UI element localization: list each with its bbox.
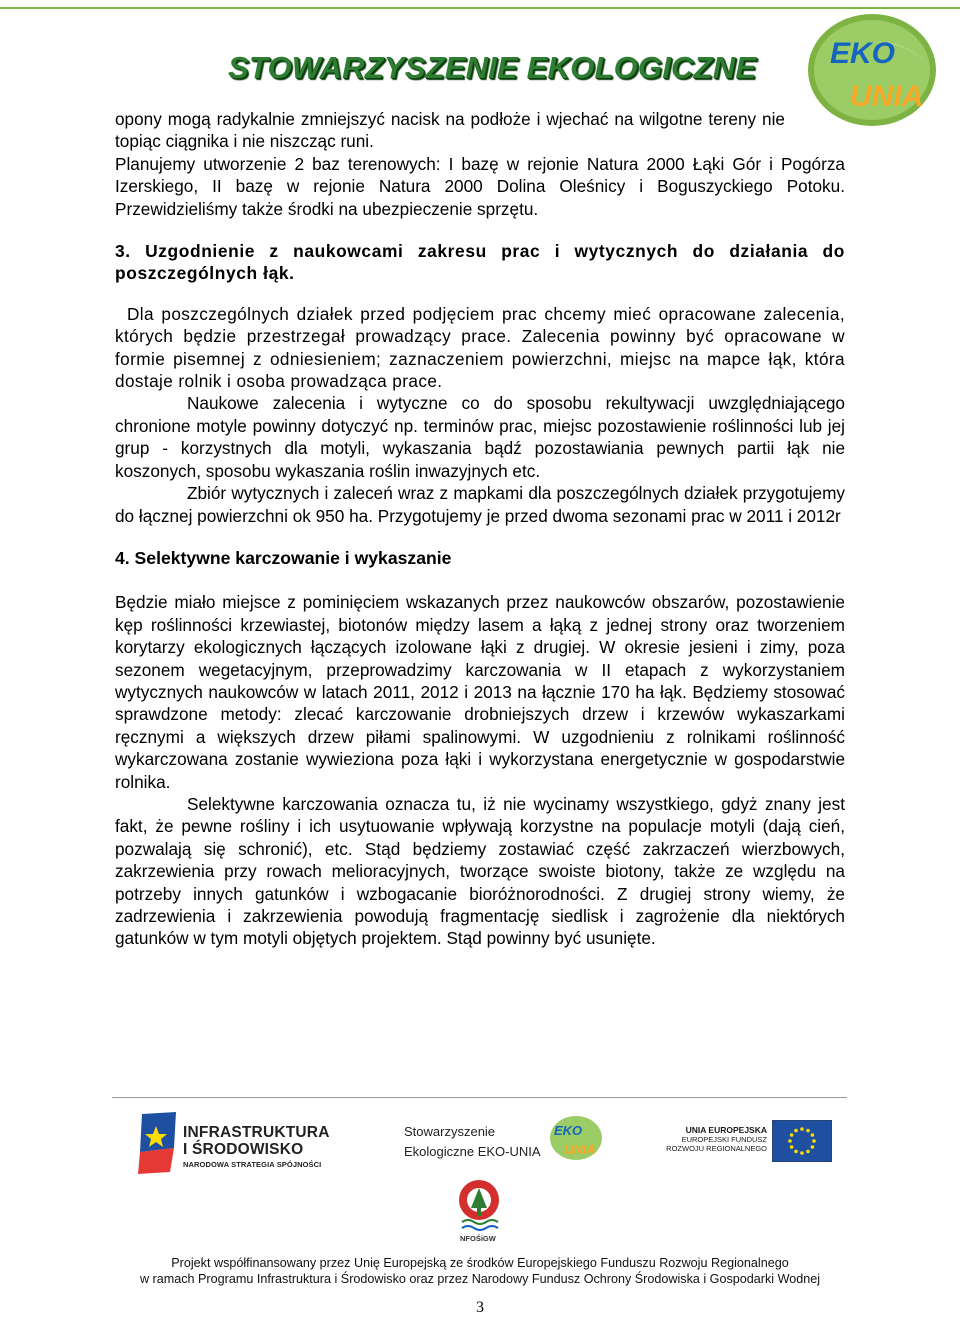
section-heading-3: 3. Uzgodnienie z naukowcami zakresu prac i wytycznych do działania do poszczególnych łąk. [115,241,845,284]
infrastruktura-flag-icon [136,1108,182,1178]
svg-text:UNIA: UNIA [564,1142,596,1157]
svg-text:EKO: EKO [830,37,896,70]
stowarzyszenie-line-1: Stowarzyszenie [404,1124,496,1139]
document-body [115,108,845,950]
footer-rule [112,1097,847,1098]
paragraph: Selektywne karczowania oznacza tu, iż nie wycinamy wszystkiego, gdyż znany jest fakt, że pewne rośliny i ich usytuowanie wpływają korzystne na populacje motyli (dają cień, pozwalają się schronić), etc. Stąd będziemy zostawiać część zakrzaczeń wierzbowych, zakrzewienia przy rowach melioracyjnych, tworzące swoiste biotony, także ze względu na potrzeby innych gatunków i wzbogacanie bioróżnorodności. Z drugiej strony wiemy, że zadrzewienia i zakrzewienia powodują fragmentację siedlisk i zagrożenie dla niektórych gatunków w tym motyli objętych projektem. Stąd powinny być usunięte. [115,793,845,949]
eko-unia-mini-logo [548,1114,604,1162]
svg-text:UNIA: UNIA [850,80,924,113]
project-funding-line-2: w ramach Programu Infrastruktura i Środowisko oraz przez Narodowy Fundusz Ochrony Środowiska i Gospodarki Wodnej [139,1272,821,1286]
paragraph: Planujemy utworzenie 2 baz terenowych: I bazę w rejonie Natura 2000 Łąki Gór i Pogórza Izerskiego, II bazę w rejonie Natura 2000 Dolina Oleśnicy i Boguszyckiego Potoku. Przewidzieliśmy także środki na ubezpieczenie sprzętu. [115,153,845,219]
eu-flag-icon [772,1120,832,1162]
eu-logo-text [655,1125,767,1153]
infrastruktura-subtitle: I ŚRODOWISKO [183,1141,304,1158]
paragraph: opony mogą radykalnie zmniejszyć nacisk na podłoże i wjechać na wilgotne tereny nie topiąc ciągnika i nie niszcząc runi. [115,109,785,152]
eu-title: UNIA EUROPEJSKA [685,1125,767,1135]
section-heading-4: 4. Selektywne karczowanie i wykaszanie [115,547,452,568]
paragraph: Dla poszczególnych działek przed podjęciem prac chcemy mieć opracowane zalecenia, których będzie przestrzegał prowadzący prace. Zalecenia powinny być opracowane w formie pisemnej z odniesieniem; zaznaczeniem powierzchni, miejsc na mapce łąk, która dostaje rolnik i osoba prowadząca prace. [115,303,845,392]
paragraph: Będzie miało miejsce z pominięciem wskazanych przez naukowców obszarów, pozostawienie kęp roślinności krzewiastej, biotonów między lasem a łąką z jednej strony oraz tworzeniem korytarzy ekologicznych łączących izolowane łąki z drugiej. W okresie jesieni i zimy, poza sezonem wegetacyjnym, przeprowadzimy karczowania w II etapach z wykorzystaniem wytycznych naukowców w latach 2011, 2012 i 2013 na łącznie 170 ha łąk. Będziemy stosować sprawdzone metody: zlecać karczowanie drobniejszych drzew i krzewów wykaszarkami ręcznymi a większych drzew piłami spalinowymi. W uzgodnieniu z rolnikami roślinność wykarczowana zostanie wywieziona poza łąki i wykorzystana energetycznie w gospodarstwie rolnika. [115,592,845,792]
infrastruktura-logo-text [183,1124,330,1169]
page-number: 3 [476,1299,484,1316]
infrastruktura-tagline: NARODOWA STRATEGIA SPÓJNOŚCI [183,1160,322,1169]
svg-text:EKO: EKO [554,1123,583,1138]
nfosigw-logo-icon [458,1178,500,1234]
eu-fund-line-1: EUROPEJSKI FUNDUSZ [681,1135,767,1144]
paragraph: Naukowe zalecenia i wytyczne co do sposobu rekultywacji uwzględniającego chronione motyle powinny dotyczyć np. terminów prac, miejsc pozostawienie roślinności lub jej grup - korzystnych dla motyli, wykaszania bądź pozostawiania pewnych partii łąk nie koszonych, sposobu wykaszania roślin inwazyjnych etc. [115,393,845,481]
nfosigw-label: NFOŚiGW [460,1234,496,1243]
stowarzyszenie-logo-text [404,1122,541,1162]
infrastruktura-title: INFRASTRUKTURA [183,1124,330,1141]
project-funding-line-1: Projekt współfinansowany przez Unię Europejską ze środków Europejskiego Funduszu Rozwoju Regionalnego [171,1256,789,1270]
page-header-title: STOWARZYSZENIE EKOLOGICZNE [228,50,757,85]
stowarzyszenie-line-2: Ekologiczne EKO-UNIA [404,1144,541,1159]
paragraph: Zbiór wytycznych i zaleceń wraz z mapkami dla poszczególnych działek przygotujemy do łącznej powierzchni ok 950 ha. Przygotujemy je przed dwoma sezonami prac w 2011 i 2012r [115,483,845,526]
eu-fund-line-2: ROZWOJU REGIONALNEGO [666,1144,767,1153]
